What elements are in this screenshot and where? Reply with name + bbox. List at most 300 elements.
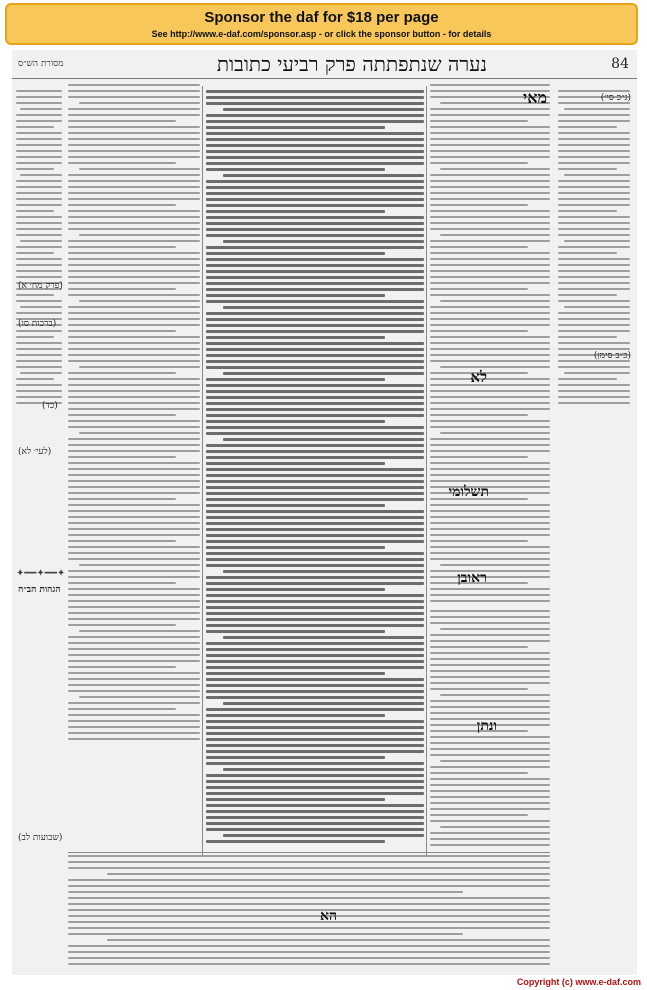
text-line <box>206 90 424 93</box>
text-line <box>68 903 550 905</box>
column-divider-left <box>202 86 203 856</box>
text-line <box>206 114 424 117</box>
text-line <box>206 402 424 405</box>
text-line <box>206 642 424 645</box>
text-line <box>223 372 424 375</box>
text-line <box>430 132 550 134</box>
text-line <box>430 820 550 822</box>
text-line <box>68 576 200 578</box>
text-line <box>79 168 200 170</box>
running-head: נערה שנתפתתה פרק רביעי כתובות <box>216 52 487 76</box>
text-line <box>430 204 528 206</box>
text-line <box>68 528 200 530</box>
text-line <box>68 372 176 374</box>
text-line <box>206 150 424 153</box>
text-line <box>68 690 200 692</box>
text-line <box>206 246 424 249</box>
text-line <box>68 867 550 869</box>
text-line <box>206 672 385 675</box>
text-line <box>206 444 424 447</box>
text-line <box>16 186 62 188</box>
text-line <box>68 192 200 194</box>
text-line <box>68 414 176 416</box>
text-line <box>206 582 424 585</box>
text-line <box>206 348 424 351</box>
text-line <box>430 396 550 398</box>
text-line <box>206 192 424 195</box>
text-line <box>206 750 424 753</box>
text-line <box>430 354 550 356</box>
text-line <box>206 510 424 513</box>
text-line <box>440 300 550 302</box>
text-line <box>68 516 200 518</box>
text-line <box>223 306 424 309</box>
text-line <box>206 780 424 783</box>
text-line <box>430 270 550 272</box>
text-line <box>68 642 200 644</box>
text-line <box>430 150 550 152</box>
text-line <box>206 384 424 387</box>
text-line <box>68 498 176 500</box>
text-line <box>68 198 200 200</box>
text-line <box>430 408 550 410</box>
text-line <box>79 564 200 566</box>
text-line <box>206 492 424 495</box>
text-line <box>558 222 630 224</box>
text-line <box>558 324 630 326</box>
text-line <box>430 808 550 810</box>
text-line <box>16 378 54 380</box>
text-line <box>68 660 200 662</box>
text-line <box>68 921 550 923</box>
text-line <box>68 150 200 152</box>
text-line <box>206 546 385 549</box>
text-line <box>206 300 424 303</box>
text-line <box>68 324 200 326</box>
text-line <box>68 288 176 290</box>
text-line <box>68 360 200 362</box>
text-line <box>430 246 528 248</box>
text-line <box>68 522 200 524</box>
text-line <box>430 528 550 530</box>
text-line <box>68 546 200 548</box>
text-line <box>430 174 550 176</box>
text-line <box>206 612 424 615</box>
text-line <box>558 132 630 134</box>
text-line <box>68 138 200 140</box>
text-line <box>68 945 550 947</box>
text-line <box>558 258 630 260</box>
text-line <box>206 276 424 279</box>
text-line <box>206 294 385 297</box>
text-line <box>206 576 424 579</box>
text-line <box>430 634 550 636</box>
text-line <box>430 210 550 212</box>
text-line <box>68 396 200 398</box>
text-line <box>68 897 550 899</box>
dibbur-reuven: ראובן <box>457 570 487 586</box>
text-line <box>206 660 424 663</box>
text-line <box>206 624 424 627</box>
text-line <box>430 276 550 278</box>
text-line <box>558 336 617 338</box>
text-line <box>430 676 550 678</box>
text-line <box>16 276 62 278</box>
text-line <box>206 606 424 609</box>
text-line <box>16 204 62 206</box>
text-line <box>430 742 550 744</box>
text-line <box>206 264 424 267</box>
text-line <box>16 192 62 194</box>
text-line <box>430 534 550 536</box>
rashi-column <box>430 84 550 604</box>
text-line <box>430 510 550 512</box>
text-line <box>430 294 550 296</box>
text-line <box>16 354 62 356</box>
text-line <box>430 378 550 380</box>
text-line <box>430 468 550 470</box>
text-line <box>68 606 200 608</box>
text-line <box>206 396 424 399</box>
text-line <box>206 462 385 465</box>
text-line <box>206 504 385 507</box>
text-line <box>206 558 424 561</box>
bottom-divider <box>68 852 550 853</box>
text-line <box>206 738 424 741</box>
text-line <box>68 855 550 857</box>
text-line <box>16 168 54 170</box>
tosafot-column <box>68 84 200 744</box>
text-line <box>558 216 630 218</box>
text-line <box>16 180 62 182</box>
text-line <box>206 714 385 717</box>
text-line <box>206 588 385 591</box>
text-line <box>430 682 550 684</box>
text-line <box>16 336 54 338</box>
text-line <box>68 636 200 638</box>
text-line <box>430 616 550 618</box>
text-line <box>430 108 550 110</box>
text-line <box>68 390 200 392</box>
text-line <box>430 706 550 708</box>
text-line <box>430 114 550 116</box>
text-line <box>79 630 200 632</box>
text-line <box>16 366 62 368</box>
text-line <box>558 318 630 320</box>
text-line <box>558 168 617 170</box>
text-line <box>206 144 424 147</box>
text-line <box>68 510 200 512</box>
text-line <box>558 246 630 248</box>
text-line <box>430 646 528 648</box>
text-line <box>206 564 424 567</box>
text-line <box>68 156 200 158</box>
text-line <box>430 844 550 846</box>
text-line <box>430 312 550 314</box>
text-line <box>430 336 550 338</box>
text-line <box>68 684 200 686</box>
text-line <box>558 288 630 290</box>
text-line <box>68 384 200 386</box>
text-line <box>16 150 62 152</box>
text-line <box>16 126 54 128</box>
text-line <box>68 474 200 476</box>
text-line <box>206 222 424 225</box>
text-line <box>206 216 424 219</box>
text-line <box>68 582 176 584</box>
text-line <box>79 300 200 302</box>
text-line <box>206 414 424 417</box>
text-line <box>430 258 550 260</box>
text-line <box>430 802 550 804</box>
text-line <box>206 732 424 735</box>
text-line <box>558 114 630 116</box>
text-line <box>430 252 550 254</box>
margin-note-5: (לעי׳ לא) <box>18 447 52 457</box>
text-line <box>68 594 200 596</box>
text-line <box>206 522 424 525</box>
text-line <box>430 120 528 122</box>
text-line <box>440 564 550 566</box>
text-line <box>430 772 528 774</box>
text-line <box>206 432 424 435</box>
text-line <box>564 174 630 176</box>
text-line <box>206 354 424 357</box>
text-line <box>68 402 200 404</box>
column-divider-right <box>426 86 427 856</box>
text-line <box>68 264 200 266</box>
text-line <box>16 222 62 224</box>
text-line <box>68 354 200 356</box>
text-line <box>430 138 550 140</box>
text-line <box>68 879 550 881</box>
text-line <box>206 690 424 693</box>
dibbur-mai: מאי <box>523 88 547 107</box>
text-line <box>430 288 528 290</box>
text-line <box>68 378 200 380</box>
text-line <box>206 786 424 789</box>
sponsor-subtitle[interactable]: See http://www.e-daf.com/sponsor.asp - or click the sponsor button - for details <box>151 29 492 39</box>
text-line <box>68 540 176 542</box>
text-line <box>68 624 176 626</box>
text-line <box>206 678 424 681</box>
text-line <box>20 372 62 374</box>
text-line <box>68 294 200 296</box>
text-line <box>430 640 550 642</box>
text-line <box>430 222 550 224</box>
text-line <box>68 408 200 410</box>
text-line <box>558 210 617 212</box>
text-line <box>68 570 200 572</box>
page-header <box>12 50 637 79</box>
text-line <box>430 162 528 164</box>
text-line <box>430 84 550 86</box>
text-line <box>430 712 550 714</box>
sponsor-banner[interactable] <box>5 3 638 45</box>
text-line <box>430 144 550 146</box>
text-line <box>68 342 200 344</box>
text-line <box>440 432 550 434</box>
text-line <box>223 636 424 639</box>
text-line <box>430 748 550 750</box>
text-line <box>440 826 550 828</box>
text-line <box>68 186 200 188</box>
text-line <box>68 318 200 320</box>
text-line <box>430 414 528 416</box>
text-line <box>430 342 550 344</box>
text-line <box>107 873 550 875</box>
text-line <box>430 384 550 386</box>
text-line <box>68 504 200 506</box>
text-line <box>68 162 176 164</box>
text-line <box>430 126 550 128</box>
text-line <box>68 672 200 674</box>
text-line <box>430 576 550 578</box>
text-line <box>440 760 550 762</box>
text-line <box>558 396 630 398</box>
text-line <box>206 474 424 477</box>
text-line <box>16 384 62 386</box>
text-line <box>206 258 424 261</box>
text-line <box>68 204 176 206</box>
text-line <box>558 228 630 230</box>
text-line <box>16 246 62 248</box>
text-line <box>430 228 550 230</box>
text-line <box>206 252 385 255</box>
text-line <box>68 132 200 134</box>
text-line <box>68 957 550 959</box>
text-line <box>206 120 424 123</box>
text-line <box>430 390 550 392</box>
text-line <box>16 312 62 314</box>
text-line <box>564 306 630 308</box>
text-line <box>206 450 424 453</box>
text-line <box>430 570 550 572</box>
text-line <box>68 108 200 110</box>
text-line <box>68 144 200 146</box>
text-line <box>223 768 424 771</box>
text-line <box>68 861 550 863</box>
text-line <box>440 168 550 170</box>
text-line <box>206 684 424 687</box>
dibbur-venatan: ונתן <box>476 718 497 734</box>
text-line <box>206 762 424 765</box>
text-line <box>223 438 424 441</box>
text-line <box>206 318 424 321</box>
text-line <box>68 420 200 422</box>
text-line <box>430 474 550 476</box>
text-line <box>206 210 385 213</box>
text-line <box>206 756 385 759</box>
text-line <box>206 552 424 555</box>
text-line <box>206 324 424 327</box>
text-line <box>68 909 550 911</box>
text-line <box>16 330 62 332</box>
text-line <box>430 360 550 362</box>
text-line <box>79 696 200 698</box>
margin-note-3: (ברכות סו) <box>18 319 57 329</box>
text-line <box>440 694 550 696</box>
text-line <box>430 264 550 266</box>
text-line <box>16 144 62 146</box>
text-line <box>68 348 200 350</box>
text-line <box>206 270 424 273</box>
talmud-page <box>12 50 637 975</box>
text-line <box>107 939 550 941</box>
text-line <box>206 534 424 537</box>
text-line <box>68 492 200 494</box>
text-line <box>206 468 424 471</box>
text-line <box>68 210 200 212</box>
text-line <box>68 312 200 314</box>
text-line <box>206 102 424 105</box>
text-line <box>223 174 424 177</box>
text-line <box>558 276 630 278</box>
text-line <box>68 720 200 722</box>
text-line <box>68 438 200 440</box>
text-line <box>68 174 200 176</box>
text-line <box>68 702 200 704</box>
text-line <box>206 336 385 339</box>
text-line <box>558 384 630 386</box>
gemara-column <box>206 90 424 850</box>
text-line <box>206 798 385 801</box>
text-line <box>558 144 630 146</box>
text-line <box>68 444 200 446</box>
text-line <box>206 726 424 729</box>
text-line <box>16 138 62 140</box>
text-line <box>558 126 617 128</box>
text-line <box>206 804 424 807</box>
text-line <box>206 744 424 747</box>
text-line <box>430 814 528 816</box>
text-line <box>206 486 424 489</box>
text-line <box>206 540 424 543</box>
text-line <box>558 378 617 380</box>
text-line <box>206 168 385 171</box>
text-line <box>68 468 200 470</box>
text-line <box>430 462 550 464</box>
text-line <box>440 234 550 236</box>
text-line <box>430 832 550 834</box>
text-line <box>430 480 550 482</box>
text-line <box>206 822 424 825</box>
ornament-divider: ✦━━✦━━✦ <box>16 568 66 579</box>
text-line <box>20 174 62 176</box>
margin-note-6: (כ״ב סימן) <box>593 351 631 361</box>
text-line <box>68 552 200 554</box>
text-line <box>16 102 62 104</box>
text-line <box>223 702 424 705</box>
text-line <box>206 330 424 333</box>
text-line <box>430 558 550 560</box>
sponsor-title[interactable]: Sponsor the daf for $18 per page <box>204 9 439 26</box>
text-line <box>68 891 463 893</box>
text-line <box>206 696 424 699</box>
text-line <box>68 270 200 272</box>
text-line <box>206 426 424 429</box>
text-line <box>430 504 550 506</box>
text-line <box>558 192 630 194</box>
text-line <box>558 402 630 404</box>
text-line <box>206 828 424 831</box>
text-line <box>430 652 550 654</box>
text-line <box>558 390 630 392</box>
text-line <box>68 558 200 560</box>
text-line <box>68 276 200 278</box>
text-line <box>430 348 550 350</box>
text-line <box>558 342 630 344</box>
